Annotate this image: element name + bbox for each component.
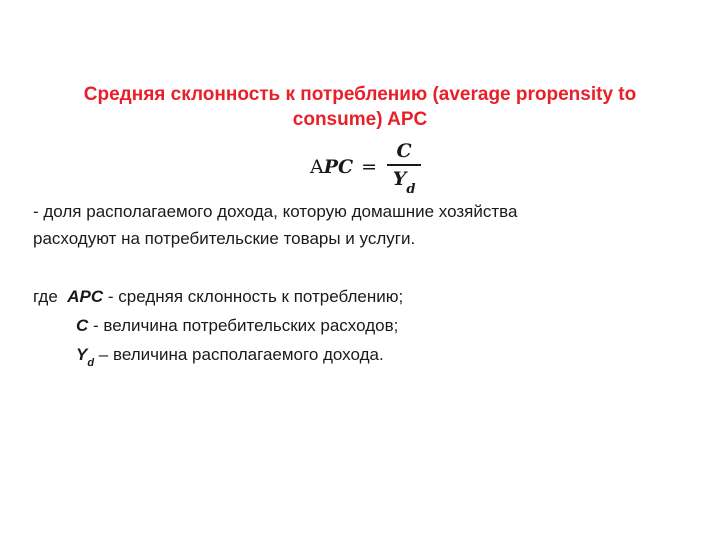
legend-row-yd [33,340,403,376]
formula-fraction [387,140,421,197]
formula-lhs-a: A [310,156,324,178]
legend-c-symbol: C [76,316,89,335]
legend-apc-text: - средняя склонность к потреблению; [103,287,404,306]
description-line-1: - доля располагаемого дохода, которую домашние хозяйства [33,202,518,221]
title-line-1: Средняя склонность к потреблению (average propensity to [83,84,637,105]
symbol-legend [33,282,403,376]
legend-c-text: - величина потребительских расходов; [88,316,399,335]
denominator-subscript: d [406,181,416,197]
legend-row-apc [33,282,403,311]
formula-lhs-pc: PC [323,156,354,178]
description-line-2: расходуют на потребительские товары и услуги. [33,229,416,248]
legend-yd-main: Y [76,345,88,364]
legend-yd-text: – величина располагаемого дохода. [94,345,384,364]
legend-yd-subscript: d [87,357,95,370]
apc-description [33,198,693,252]
apc-formula [310,137,421,197]
legend-apc-symbol: APC [67,287,104,306]
slide-title [40,82,680,132]
legend-row-c [33,311,403,340]
title-line-2: consume) APC [292,109,428,130]
formula-equals: = [361,156,378,178]
formula-numerator: C [396,140,412,163]
denominator-main: Y [392,167,407,190]
legend-yd-symbol [76,345,95,370]
formula-denominator [392,166,416,197]
legend-where: где [33,287,58,306]
